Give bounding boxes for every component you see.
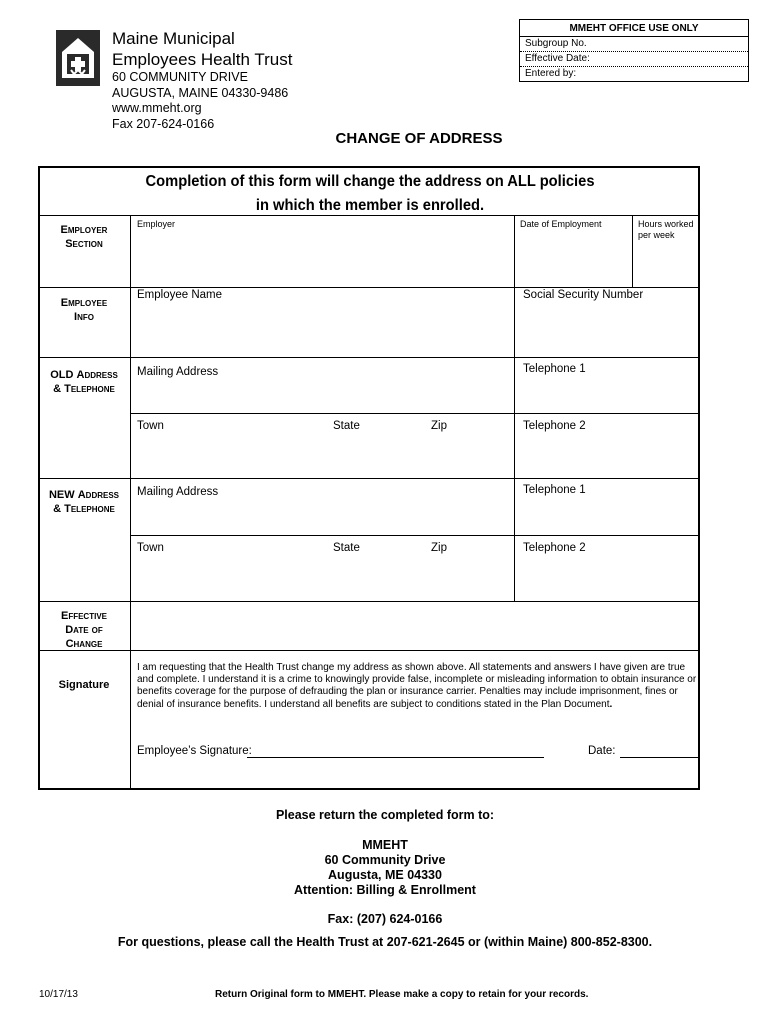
org-fax: Fax 207-624-0166 (112, 116, 215, 131)
office-subgroup-row: Subgroup No. (520, 37, 748, 52)
new-address-label-2: & Telephone (53, 503, 115, 515)
signature-line[interactable] (247, 757, 544, 758)
old-mailing-address-field[interactable]: Mailing Address (137, 366, 219, 378)
old-telephone1-field[interactable]: Telephone 1 (523, 363, 586, 375)
address-word: Address (76, 369, 118, 381)
return-heading: Please return the completed form to: (275, 808, 495, 822)
signature-section-label: Signature (58, 679, 110, 691)
old-zip-field[interactable]: Zip (431, 420, 447, 432)
old-word: OLD (50, 369, 74, 381)
house-cross-icon (56, 30, 100, 86)
new-telephone2-field[interactable]: Telephone 2 (523, 542, 586, 554)
hours-worked-line1: Hours worked (638, 219, 694, 229)
new-telephone1-field[interactable]: Telephone 1 (523, 484, 586, 496)
old-address-label-2: & Telephone (53, 383, 115, 395)
new-zip-field[interactable]: Zip (431, 542, 447, 554)
return-city: Augusta, ME 04330 (328, 868, 442, 882)
questions-text: For questions, please call the Health Trust at 207-621-2645 or (within Maine) 800-852-8300. (117, 935, 653, 949)
employer-section-label-2: Section (65, 238, 103, 250)
divider (38, 357, 700, 358)
divider (38, 287, 700, 288)
footer-note: Return Original form to MMEHT. Please make a copy to retain for your records. (215, 989, 589, 1000)
employee-name-field[interactable]: Employee Name (137, 289, 223, 301)
employee-info-label-1: Employee (60, 297, 108, 309)
employee-info-label (38, 296, 130, 324)
return-name: MMEHT (362, 838, 408, 852)
new-town-field[interactable]: Town (137, 542, 164, 554)
declaration-period: . (609, 698, 613, 710)
org-web: www.mmeht.org (112, 101, 202, 115)
effective-label-2: Date of (65, 624, 103, 636)
effective-date-label (38, 609, 130, 651)
employer-section-label-1: Employer (60, 224, 108, 236)
divider (130, 535, 700, 536)
divider (514, 287, 515, 601)
org-street: 60 COMMUNITY DRIVE (112, 70, 248, 84)
employer-section-label (38, 223, 130, 251)
new-state-field[interactable]: State (333, 542, 360, 554)
form-banner (66, 170, 673, 218)
return-fax: Fax: (207) 624-0166 (327, 912, 443, 926)
return-street: 60 Community Drive (324, 853, 446, 867)
date-label: Date: (588, 745, 616, 757)
date-of-employment-label[interactable]: Date of Employment (520, 219, 602, 229)
org-name-line1: Maine Municipal (112, 29, 235, 48)
divider (38, 650, 700, 651)
org-city: AUGUSTA, MAINE 04330-9486 (112, 85, 289, 100)
declaration-body: I am requesting that the Health Trust change my address as shown above. All statements and answers I have given are true and complete. I understand it is a crime to knowingly provide false, incomplete or misleading information to obtain insurance or benefits coverage for the purpose of defrauding the plan or insurance carrier. Penalties may include imprisonment, fines or denial of insurance benefits. I understand all benefits are subject to conditions stated in the Plan Document (137, 662, 697, 710)
divider (130, 215, 131, 790)
divider (38, 478, 700, 479)
office-use-box (519, 19, 749, 82)
organization-name (112, 28, 292, 70)
office-effective-date-row: Effective Date: (520, 52, 748, 67)
hours-worked-line2: per week (638, 230, 675, 240)
divider (514, 215, 515, 287)
new-address-label (38, 488, 130, 516)
date-line[interactable] (620, 757, 700, 758)
new-address-label-1 (38, 488, 130, 502)
effective-date-field[interactable] (131, 602, 699, 649)
office-entered-by-row: Entered by: (525, 68, 577, 79)
employer-field-label[interactable]: Employer (137, 219, 176, 229)
form-revision-date: 10/17/13 (39, 989, 78, 1000)
effective-label-3: Change (65, 638, 103, 650)
new-word: NEW (48, 489, 75, 501)
old-town-field[interactable]: Town (137, 420, 164, 432)
effective-label-1: Effective (60, 610, 107, 622)
employee-info-label-2: Info (74, 311, 94, 323)
divider (130, 413, 700, 414)
form-title: CHANGE OF ADDRESS (335, 130, 503, 147)
old-address-label-1 (38, 368, 130, 382)
signature-label: Employee’s Signature: (137, 745, 252, 757)
org-name-line2: Employees Health Trust (112, 50, 293, 69)
ssn-field[interactable]: Social Security Number (523, 289, 644, 301)
banner-line2: in which the member is enrolled. (255, 197, 485, 214)
organization-address (112, 70, 288, 132)
old-state-field[interactable]: State (333, 420, 360, 432)
old-telephone2-field[interactable]: Telephone 2 (523, 420, 586, 432)
address-word: Address (77, 489, 120, 501)
banner-line1: Completion of this form will change the address on ALL policies (145, 173, 595, 190)
declaration-text (137, 662, 697, 711)
return-attention: Attention: Billing & Enrollment (294, 883, 476, 897)
office-use-title: MMEHT OFFICE USE ONLY (520, 20, 748, 37)
new-mailing-address-field[interactable]: Mailing Address (137, 486, 219, 498)
old-address-label (38, 368, 130, 396)
divider (38, 215, 700, 216)
hours-worked-label[interactable] (638, 219, 694, 241)
divider (632, 215, 633, 287)
